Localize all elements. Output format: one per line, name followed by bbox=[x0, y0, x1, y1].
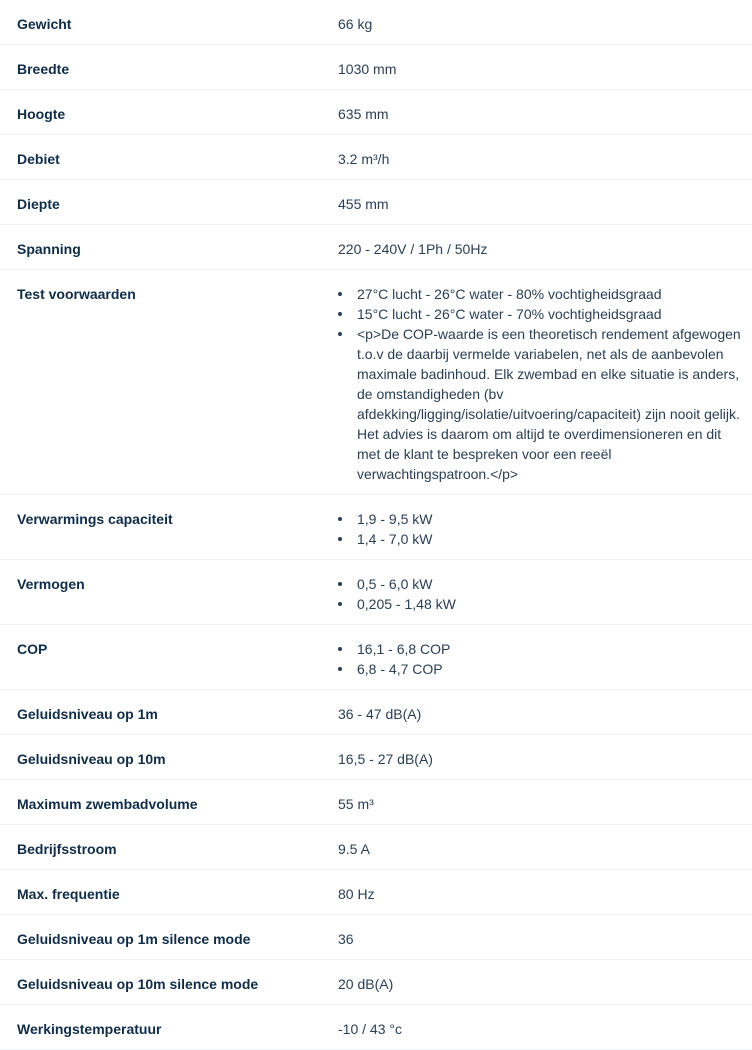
spec-value-list bbox=[338, 284, 744, 484]
spec-label: Geluidsniveau op 10m silence mode bbox=[0, 960, 338, 1005]
spec-list-item: 15°C lucht - 26°C water - 70% vochtigheidsgraad bbox=[357, 304, 744, 324]
spec-value: 36 - 47 dB(A) bbox=[338, 690, 752, 735]
spec-row-hoogte bbox=[0, 90, 752, 135]
spec-list-item: 0,205 - 1,48 kW bbox=[357, 594, 744, 614]
spec-value bbox=[338, 270, 752, 495]
spec-value-list bbox=[338, 574, 744, 614]
spec-row-gewicht bbox=[0, 0, 752, 45]
spec-label: Test voorwaarden bbox=[0, 270, 338, 495]
spec-row-geluidsniveau-10m bbox=[0, 735, 752, 780]
spec-row-diepte bbox=[0, 180, 752, 225]
spec-label: COP bbox=[0, 625, 338, 690]
spec-value: 36 bbox=[338, 915, 752, 960]
spec-row-max-frequentie bbox=[0, 870, 752, 915]
spec-label: Werkingstemperatuur bbox=[0, 1005, 338, 1050]
spec-value bbox=[338, 625, 752, 690]
spec-label: Max. frequentie bbox=[0, 870, 338, 915]
spec-label: Diepte bbox=[0, 180, 338, 225]
spec-value: 220 - 240V / 1Ph / 50Hz bbox=[338, 225, 752, 270]
spec-value-list bbox=[338, 639, 744, 679]
spec-list-item: 0,5 - 6,0 kW bbox=[357, 574, 744, 594]
spec-list-item: <p>De COP-waarde is een theoretisch rendement afgewogen t.o.v de daarbij vermelde variabelen, net als de aanbevolen maximale badinhoud. Elk zwembad en elke situatie is anders, de omstandigheden (bv afdekking/ligging/isolatie/uitvoering/capaciteit) zijn nooit gelijk. Het advies is daarom om altijd te overdimensioneren en dit met de klant te bespreken voor een reeël verwachtingspatroon.</p> bbox=[357, 324, 744, 484]
spec-label: Breedte bbox=[0, 45, 338, 90]
spec-row-geluidsniveau-1m bbox=[0, 690, 752, 735]
spec-value: 66 kg bbox=[338, 0, 752, 45]
spec-label: Geluidsniveau op 1m silence mode bbox=[0, 915, 338, 960]
spec-label: Hoogte bbox=[0, 90, 338, 135]
spec-label: Vermogen bbox=[0, 560, 338, 625]
spec-row-vermogen bbox=[0, 560, 752, 625]
spec-row-spanning bbox=[0, 225, 752, 270]
spec-label: Verwarmings capaciteit bbox=[0, 495, 338, 560]
spec-list-item: 1,4 - 7,0 kW bbox=[357, 529, 744, 549]
spec-value: 20 dB(A) bbox=[338, 960, 752, 1005]
spec-row-bedrijfsstroom bbox=[0, 825, 752, 870]
spec-row-maximum-zwembadvolume bbox=[0, 780, 752, 825]
spec-row-werkingstemperatuur bbox=[0, 1005, 752, 1050]
spec-label: Gewicht bbox=[0, 0, 338, 45]
spec-list-item: 1,9 - 9,5 kW bbox=[357, 509, 744, 529]
spec-value: 16,5 - 27 dB(A) bbox=[338, 735, 752, 780]
spec-label: Debiet bbox=[0, 135, 338, 180]
spec-row-geluidsniveau-10m-silence bbox=[0, 960, 752, 1005]
spec-value: 9.5 A bbox=[338, 825, 752, 870]
spec-value: 1030 mm bbox=[338, 45, 752, 90]
spec-value bbox=[338, 495, 752, 560]
spec-value bbox=[338, 560, 752, 625]
spec-value: 80 Hz bbox=[338, 870, 752, 915]
spec-list-item: 6,8 - 4,7 COP bbox=[357, 659, 744, 679]
spec-label: Bedrijfsstroom bbox=[0, 825, 338, 870]
spec-value: 55 m³ bbox=[338, 780, 752, 825]
spec-row-verwarmings-capaciteit bbox=[0, 495, 752, 560]
spec-row-test-voorwaarden bbox=[0, 270, 752, 495]
spec-value: 635 mm bbox=[338, 90, 752, 135]
spec-label: Geluidsniveau op 10m bbox=[0, 735, 338, 780]
spec-label: Spanning bbox=[0, 225, 338, 270]
spec-value: 455 mm bbox=[338, 180, 752, 225]
spec-row-breedte bbox=[0, 45, 752, 90]
spec-value: -10 / 43 °c bbox=[338, 1005, 752, 1050]
spec-list-item: 27°C lucht - 26°C water - 80% vochtigheidsgraad bbox=[357, 284, 744, 304]
spec-label: Geluidsniveau op 1m bbox=[0, 690, 338, 735]
spec-row-geluidsniveau-1m-silence bbox=[0, 915, 752, 960]
spec-value-list bbox=[338, 509, 744, 549]
spec-row-cop bbox=[0, 625, 752, 690]
spec-label: Maximum zwembadvolume bbox=[0, 780, 338, 825]
spec-row-debiet bbox=[0, 135, 752, 180]
spec-value: 3.2 m³/h bbox=[338, 135, 752, 180]
spec-list-item: 16,1 - 6,8 COP bbox=[357, 639, 744, 659]
